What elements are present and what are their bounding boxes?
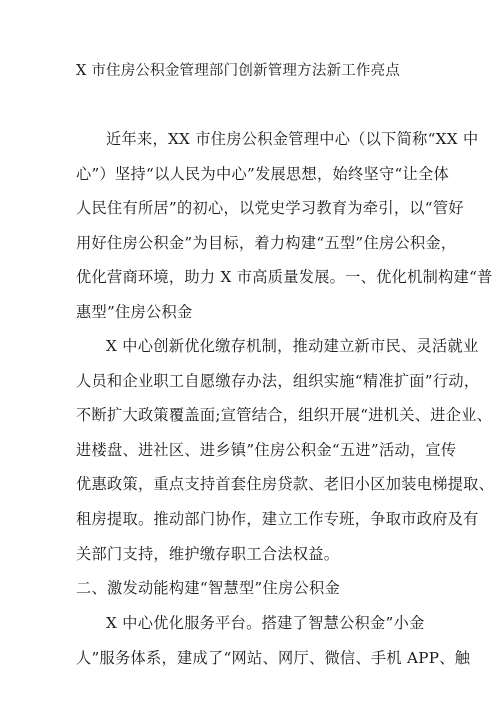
paragraph-line: 人员和企业职工自愿缴存办法，组织实施“精准扩面”行动， — [76, 371, 480, 390]
paragraph-mechanism — [76, 329, 495, 571]
paragraph-line: 关部门支持，维护缴存职工合法权益。 — [76, 544, 340, 563]
paragraph-line: 人”服务体系，建成了“网站、网厅、微信、手机 APP、触 — [76, 648, 471, 667]
paragraph-line: 进楼盘、进社区、进乡镇”住房公积金“五进”活动，宣传 — [76, 440, 457, 459]
section-heading: 二、激发动能构建“智慧型”住房公积金 — [76, 579, 340, 597]
paragraph-line: 租房提取。推动部门协作，建立工作专班，争取市政府及有 — [76, 509, 479, 528]
paragraph-line: 优化营商环境，助力 X 市高质量发展。一、优化机制构建“普 — [76, 268, 493, 287]
paragraph-line: 人民住有所居”的初心，以党史学习教育为牵引，以“管好 — [76, 199, 464, 218]
document-title: X 市住房公积金管理部门创新管理方法新工作亮点 — [76, 63, 401, 79]
paragraph-line: 近年来，XX 市住房公积金管理中心（以下简称“XX 中 — [106, 130, 479, 148]
paragraph-line: X 中心创新优化缴存机制，推动建立新市民、灵活就业 — [106, 337, 479, 355]
section-heading-2 — [76, 571, 436, 606]
paragraph-line: 优惠政策，重点支持首套住房贷款、老旧小区加装电梯提取、 — [76, 475, 495, 494]
paragraph-intro — [76, 122, 493, 330]
paragraph-line: 不断扩大政策覆盖面;宣管结合，组织开展“进机关、进企业、 — [76, 406, 493, 425]
paragraph-line: 用好住房公积金”为目标，着力构建“五型”住房公积金， — [76, 233, 457, 252]
paragraph-line: 心”）坚持“以人民为中心”发展思想，始终坚守“让全体 — [76, 164, 449, 183]
paragraph-line: X 中心优化服务平台。搭建了智慧公积金”小金 — [106, 614, 425, 632]
paragraph-line: 惠型”住房公积金 — [76, 302, 193, 321]
paragraph-smart — [76, 606, 471, 675]
